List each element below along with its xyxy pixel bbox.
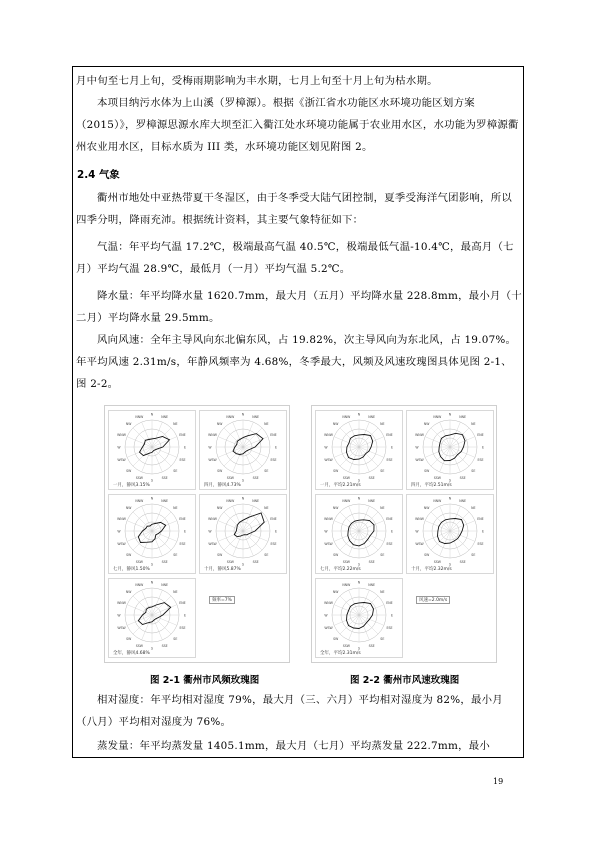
rose-direction-label: SE bbox=[264, 468, 269, 473]
rose-direction-label: S bbox=[241, 478, 245, 483]
rose-direction-label: N bbox=[150, 496, 154, 501]
rose-spoke bbox=[431, 531, 450, 550]
wind-speed-rose-chart bbox=[316, 579, 402, 657]
rose-direction-label: WNW bbox=[117, 600, 126, 605]
rose-direction-label: SSE bbox=[459, 559, 466, 564]
rose-direction-label: SE bbox=[471, 552, 476, 557]
rose-direction-label: W bbox=[415, 529, 419, 534]
rose-direction-label: NNW bbox=[433, 415, 442, 420]
wind-frequency-rose-figure bbox=[104, 405, 290, 663]
rose-spoke bbox=[359, 615, 378, 634]
rose-direction-label: ENE bbox=[179, 600, 186, 605]
rose-direction-label: NW bbox=[423, 422, 430, 427]
rose-outline bbox=[233, 434, 263, 455]
rose-direction-label: SW bbox=[217, 552, 223, 557]
rose-direction-label: NNE bbox=[368, 499, 376, 504]
rose-direction-label: NNW bbox=[135, 499, 144, 504]
rose-direction-label: WSW bbox=[208, 542, 217, 547]
rose-direction-label: NW bbox=[125, 506, 132, 511]
rose-direction-label: WSW bbox=[324, 626, 333, 631]
rose-direction-label: WSW bbox=[117, 626, 126, 631]
rose-spoke bbox=[243, 512, 262, 531]
rose-direction-label: NNW bbox=[433, 499, 442, 504]
rose-spoke bbox=[133, 512, 152, 531]
rose-direction-label: SSW bbox=[433, 475, 441, 480]
rose-direction-label: NNW bbox=[135, 583, 144, 588]
rose-direction-label: NE bbox=[264, 422, 269, 427]
wind-frequency-legend: 频率=7% bbox=[209, 596, 235, 604]
rose-spoke bbox=[450, 428, 469, 447]
rose-spoke bbox=[431, 512, 450, 531]
rose-direction-label: W bbox=[208, 529, 212, 534]
rose-direction-label: SSE bbox=[161, 559, 168, 564]
rose-direction-label: W bbox=[324, 445, 328, 450]
rose-direction-label: ENE bbox=[386, 516, 393, 521]
rose-direction-label: ENE bbox=[179, 516, 186, 521]
rose-spoke bbox=[243, 447, 262, 466]
rose-direction-label: SW bbox=[333, 636, 339, 641]
rose-direction-label: NW bbox=[332, 422, 339, 427]
rose-spoke bbox=[359, 512, 378, 531]
wind-frequency-panel bbox=[199, 410, 287, 490]
rose-direction-label: WSW bbox=[415, 542, 424, 547]
rose-direction-label: WSW bbox=[208, 458, 217, 463]
rose-spoke bbox=[152, 615, 171, 634]
rose-spoke bbox=[450, 531, 469, 550]
wind-frequency-panel bbox=[108, 578, 196, 658]
rose-direction-label: S bbox=[448, 478, 452, 483]
rose-direction-label: SSE bbox=[161, 475, 168, 480]
rose-direction-label: N bbox=[150, 412, 154, 417]
rose-panel-caption: 四月，平均2.51m/s bbox=[411, 483, 452, 488]
rose-direction-label: N bbox=[448, 496, 452, 501]
rose-direction-label: SSW bbox=[342, 559, 350, 564]
rose-direction-label: W bbox=[117, 445, 121, 450]
rose-direction-label: NNE bbox=[252, 499, 260, 504]
rose-spoke bbox=[359, 428, 378, 447]
rose-direction-label: WSW bbox=[324, 458, 333, 463]
rose-direction-label: SSW bbox=[342, 475, 350, 480]
rose-spoke bbox=[340, 447, 359, 466]
rose-direction-label: NNE bbox=[368, 415, 376, 420]
rose-spoke bbox=[152, 512, 171, 531]
rose-direction-label: NNW bbox=[342, 499, 351, 504]
rose-direction-label: SSE bbox=[252, 559, 259, 564]
rose-direction-label: E bbox=[390, 613, 394, 618]
rose-direction-label: SSW bbox=[226, 559, 234, 564]
wind-speed-rose-chart bbox=[407, 411, 493, 489]
rose-direction-label: NE bbox=[380, 590, 385, 595]
rose-direction-label: S bbox=[448, 562, 452, 567]
rose-panel-caption: 全年，平均2.31m/s bbox=[320, 651, 361, 656]
rose-direction-label: SE bbox=[173, 468, 178, 473]
rose-direction-label: SSW bbox=[433, 559, 441, 564]
rose-direction-label: WSW bbox=[415, 458, 424, 463]
rose-direction-label: S bbox=[357, 478, 361, 483]
rose-direction-label: NNE bbox=[459, 499, 467, 504]
rose-direction-label: E bbox=[481, 445, 485, 450]
rose-direction-label: SE bbox=[173, 636, 178, 641]
rose-direction-label: S bbox=[150, 562, 154, 567]
rose-direction-label: SSW bbox=[135, 475, 143, 480]
paragraph-temperature: 气温：年平均气温 17.2℃，极端最高气温 40.5℃，极端最低气温-10.4℃，最高月（七月）平均气温 28.9℃，最低月（一月）平均气温 5.2℃。 bbox=[76, 241, 514, 275]
rose-direction-label: WNW bbox=[208, 432, 217, 437]
rose-direction-label: NNE bbox=[368, 583, 376, 588]
rose-direction-label: E bbox=[183, 529, 187, 534]
rose-direction-label: ENE bbox=[386, 600, 393, 605]
wind-speed-panel bbox=[315, 410, 403, 490]
rose-direction-label: NE bbox=[173, 422, 178, 427]
rose-direction-label: ESE bbox=[477, 458, 484, 463]
rose-spoke bbox=[224, 428, 243, 447]
rose-direction-label: SW bbox=[333, 552, 339, 557]
rose-direction-label: SSE bbox=[459, 475, 466, 480]
rose-direction-label: WSW bbox=[324, 542, 333, 547]
rose-direction-label: NW bbox=[125, 590, 132, 595]
rose-direction-label: SSE bbox=[161, 643, 168, 648]
rose-direction-label: NNW bbox=[226, 415, 235, 420]
rose-panel-caption: 四月，静风4.73% bbox=[204, 483, 241, 488]
rose-direction-label: WNW bbox=[415, 432, 424, 437]
paragraph-receiving-water: 本项目纳污水体为上山溪（罗樟源）。根据《浙江省水功能区水环境功能区划方案（2015）》，罗樟源思源水库大坝至汇入衢江处水环境功能属于农业用水区，水功能为罗樟源衢州农业用水区，目标水质为 III 类，水环境功能区划见附图 2。 bbox=[76, 97, 519, 153]
wind-speed-rose-chart bbox=[316, 411, 402, 489]
rose-direction-label: SW bbox=[126, 636, 132, 641]
section-heading-meteorology: 2.4 气象 bbox=[77, 169, 120, 181]
rose-spoke bbox=[431, 428, 450, 447]
rose-direction-label: NW bbox=[216, 506, 223, 511]
rose-direction-label: SW bbox=[126, 552, 132, 557]
rose-direction-label: NNE bbox=[252, 415, 260, 420]
figure-2-2-caption: 图 2-2 衢州市风速玫瑰图 bbox=[350, 675, 460, 686]
rose-spoke bbox=[224, 531, 243, 550]
rose-direction-label: N bbox=[357, 412, 361, 417]
rose-direction-label: NE bbox=[471, 506, 476, 511]
rose-direction-label: E bbox=[274, 529, 278, 534]
rose-direction-label: WSW bbox=[117, 458, 126, 463]
rose-spoke bbox=[243, 428, 262, 447]
rose-spoke bbox=[133, 531, 152, 550]
rose-direction-label: WSW bbox=[117, 542, 126, 547]
rose-direction-label: E bbox=[390, 445, 394, 450]
rose-direction-label: SSW bbox=[135, 559, 143, 564]
rose-direction-label: ESE bbox=[270, 542, 277, 547]
rose-direction-label: NE bbox=[173, 506, 178, 511]
rose-direction-label: NNE bbox=[161, 499, 169, 504]
wind-speed-panel bbox=[406, 410, 494, 490]
rose-direction-label: NW bbox=[216, 422, 223, 427]
rose-spoke bbox=[340, 596, 359, 615]
rose-direction-label: NE bbox=[173, 590, 178, 595]
wind-frequency-rose-chart bbox=[200, 495, 286, 573]
rose-direction-label: W bbox=[117, 529, 121, 534]
rose-direction-label: N bbox=[241, 496, 245, 501]
wind-speed-rose-chart bbox=[407, 495, 493, 573]
rose-direction-label: SE bbox=[173, 552, 178, 557]
rose-spoke bbox=[359, 531, 378, 550]
rose-direction-label: SSW bbox=[135, 643, 143, 648]
rose-spoke bbox=[152, 531, 171, 550]
rose-panel-caption: 十月，静风5.87% bbox=[204, 567, 241, 572]
figure-2-1-caption: 图 2-1 衢州市风频玫瑰图 bbox=[150, 675, 260, 686]
rose-direction-label: SSW bbox=[342, 643, 350, 648]
rose-panel-caption: 一月，平均2.21m/s bbox=[320, 483, 361, 488]
rose-direction-label: W bbox=[117, 613, 121, 618]
rose-direction-label: SW bbox=[424, 552, 430, 557]
rose-spoke bbox=[133, 596, 152, 615]
rose-spoke bbox=[133, 428, 152, 447]
rose-direction-label: ESE bbox=[270, 458, 277, 463]
paragraph-wind: 风向风速：全年主导风向东北偏东风，占 19.82%，次主导风向为东北风，占 19.07%。年平均风速 2.31m/s，年静风频率为 4.68%，冬季最大，风频及风速玫瑰图具体见图 2-1、图 2-2。 bbox=[76, 334, 517, 390]
wind-frequency-rose-chart bbox=[109, 495, 195, 573]
rose-direction-label: E bbox=[183, 613, 187, 618]
rose-direction-label: ESE bbox=[386, 458, 393, 463]
wind-frequency-rose-chart bbox=[200, 411, 286, 489]
rose-direction-label: SW bbox=[217, 468, 223, 473]
rose-direction-label: NNW bbox=[342, 415, 351, 420]
rose-direction-label: W bbox=[324, 529, 328, 534]
wind-frequency-rose-chart bbox=[109, 579, 195, 657]
rose-panel-caption: 全年，静风4.68% bbox=[113, 651, 150, 656]
rose-direction-label: SSE bbox=[368, 559, 375, 564]
rose-direction-label: WNW bbox=[117, 432, 126, 437]
rose-direction-label: WNW bbox=[324, 516, 333, 521]
rose-direction-label: S bbox=[357, 562, 361, 567]
wind-speed-rose-figure bbox=[311, 405, 497, 663]
rose-direction-label: S bbox=[241, 562, 245, 567]
rose-direction-label: E bbox=[390, 529, 394, 534]
wind-speed-rose-chart bbox=[316, 495, 402, 573]
rose-spoke bbox=[359, 447, 378, 466]
rose-direction-label: ENE bbox=[477, 432, 484, 437]
rose-direction-label: ENE bbox=[179, 432, 186, 437]
rose-direction-label: SSE bbox=[252, 475, 259, 480]
wind-speed-legend: 风速=2.0m/s bbox=[416, 596, 450, 604]
wind-speed-panel bbox=[315, 578, 403, 658]
rose-direction-label: NW bbox=[125, 422, 132, 427]
rose-spoke bbox=[340, 512, 359, 531]
rose-direction-label: WNW bbox=[208, 516, 217, 521]
rose-direction-label: SE bbox=[380, 636, 385, 641]
rose-direction-label: SE bbox=[264, 552, 269, 557]
rose-direction-label: ENE bbox=[386, 432, 393, 437]
wind-frequency-panel bbox=[199, 494, 287, 574]
paragraph-humidity: 相对湿度：年平均相对湿度 79%，最大月（三、六月）平均相对湿度为 82%，最小月（八月）平均相对湿度为 76%。 bbox=[76, 694, 503, 728]
rose-direction-label: NNE bbox=[459, 415, 467, 420]
rose-direction-label: NE bbox=[264, 506, 269, 511]
rose-direction-label: SW bbox=[424, 468, 430, 473]
rose-direction-label: ESE bbox=[179, 626, 186, 631]
rose-direction-label: S bbox=[150, 478, 154, 483]
rose-direction-label: SE bbox=[380, 468, 385, 473]
rose-direction-label: NW bbox=[423, 506, 430, 511]
rose-spoke bbox=[243, 531, 262, 550]
rose-direction-label: SSE bbox=[368, 475, 375, 480]
rose-direction-label: SSW bbox=[226, 475, 234, 480]
rose-direction-label: S bbox=[357, 646, 361, 651]
rose-direction-label: ESE bbox=[179, 542, 186, 547]
rose-direction-label: NE bbox=[471, 422, 476, 427]
wind-frequency-rose-chart bbox=[109, 411, 195, 489]
rose-direction-label: ESE bbox=[386, 542, 393, 547]
rose-spoke bbox=[340, 428, 359, 447]
rose-spoke bbox=[450, 447, 469, 466]
rose-direction-label: ENE bbox=[477, 516, 484, 521]
paragraph-evaporation: 蒸发量：年平均蒸发量 1405.1mm，最大月（七月）平均蒸发量 222.7mm，最小 bbox=[97, 740, 491, 752]
rose-panel-caption: 七月，平均2.22m/s bbox=[320, 567, 361, 572]
rose-spoke bbox=[133, 447, 152, 466]
wind-frequency-panel bbox=[108, 494, 196, 574]
rose-spoke bbox=[450, 512, 469, 531]
rose-direction-label: N bbox=[448, 412, 452, 417]
rose-direction-label: NW bbox=[332, 506, 339, 511]
rose-direction-label: ESE bbox=[477, 542, 484, 547]
rose-spoke bbox=[340, 615, 359, 634]
paragraph-precipitation: 降水量：年平均降水量 1620.7mm，最大月（五月）平均降水量 228.8mm，最小月（十二月）平均降水量 29.5mm。 bbox=[76, 290, 522, 324]
rose-direction-label: NNW bbox=[135, 415, 144, 420]
rose-direction-label: NNE bbox=[161, 415, 169, 420]
rose-spoke bbox=[152, 428, 171, 447]
rose-panel-caption: 七月，静风1.50% bbox=[113, 567, 150, 572]
rose-direction-label: E bbox=[481, 529, 485, 534]
rose-direction-label: N bbox=[357, 496, 361, 501]
paragraph-flow-period: 月中旬至七月上旬，受梅雨期影响为丰水期，七月上旬至十月上旬为枯水期。 bbox=[76, 75, 438, 87]
rose-direction-label: ESE bbox=[179, 458, 186, 463]
rose-direction-label: NNE bbox=[161, 583, 169, 588]
rose-spoke bbox=[359, 596, 378, 615]
rose-direction-label: ENE bbox=[270, 432, 277, 437]
rose-direction-label: WNW bbox=[324, 600, 333, 605]
rose-direction-label: E bbox=[183, 445, 187, 450]
rose-direction-label: WNW bbox=[117, 516, 126, 521]
rose-direction-label: W bbox=[208, 445, 212, 450]
page-number: 19 bbox=[493, 777, 504, 786]
rose-direction-label: N bbox=[241, 412, 245, 417]
rose-panel-caption: 十月，平均2.32m/s bbox=[411, 567, 452, 572]
rose-direction-label: W bbox=[324, 613, 328, 618]
rose-direction-label: NE bbox=[380, 422, 385, 427]
rose-direction-label: NE bbox=[380, 506, 385, 511]
rose-direction-label: S bbox=[150, 646, 154, 651]
rose-direction-label: SSE bbox=[368, 643, 375, 648]
rose-direction-label: SE bbox=[380, 552, 385, 557]
wind-speed-panel bbox=[315, 494, 403, 574]
rose-direction-label: WNW bbox=[324, 432, 333, 437]
rose-direction-label: WNW bbox=[415, 516, 424, 521]
rose-direction-label: NW bbox=[332, 590, 339, 595]
rose-direction-label: NNW bbox=[342, 583, 351, 588]
rose-direction-label: N bbox=[150, 580, 154, 585]
rose-direction-label: ESE bbox=[386, 626, 393, 631]
rose-panel-caption: 一月，静风3.15% bbox=[113, 483, 150, 488]
rose-direction-label: E bbox=[274, 445, 278, 450]
rose-direction-label: N bbox=[357, 580, 361, 585]
rose-direction-label: ENE bbox=[270, 516, 277, 521]
rose-direction-label: NNW bbox=[226, 499, 235, 504]
wind-rose-figures bbox=[104, 405, 497, 663]
rose-direction-label: SE bbox=[471, 468, 476, 473]
wind-speed-panel bbox=[406, 494, 494, 574]
wind-frequency-panel bbox=[108, 410, 196, 490]
rose-direction-label: W bbox=[415, 445, 419, 450]
rose-direction-label: SW bbox=[126, 468, 132, 473]
paragraph-climate-intro: 衢州市地处中亚热带夏干冬湿区，由于冬季受大陆气团控制，夏季受海洋气团影响，所以四季分明，降雨充沛。根据统计资料，其主要气象特征如下： bbox=[76, 192, 512, 226]
rose-direction-label: SW bbox=[333, 468, 339, 473]
